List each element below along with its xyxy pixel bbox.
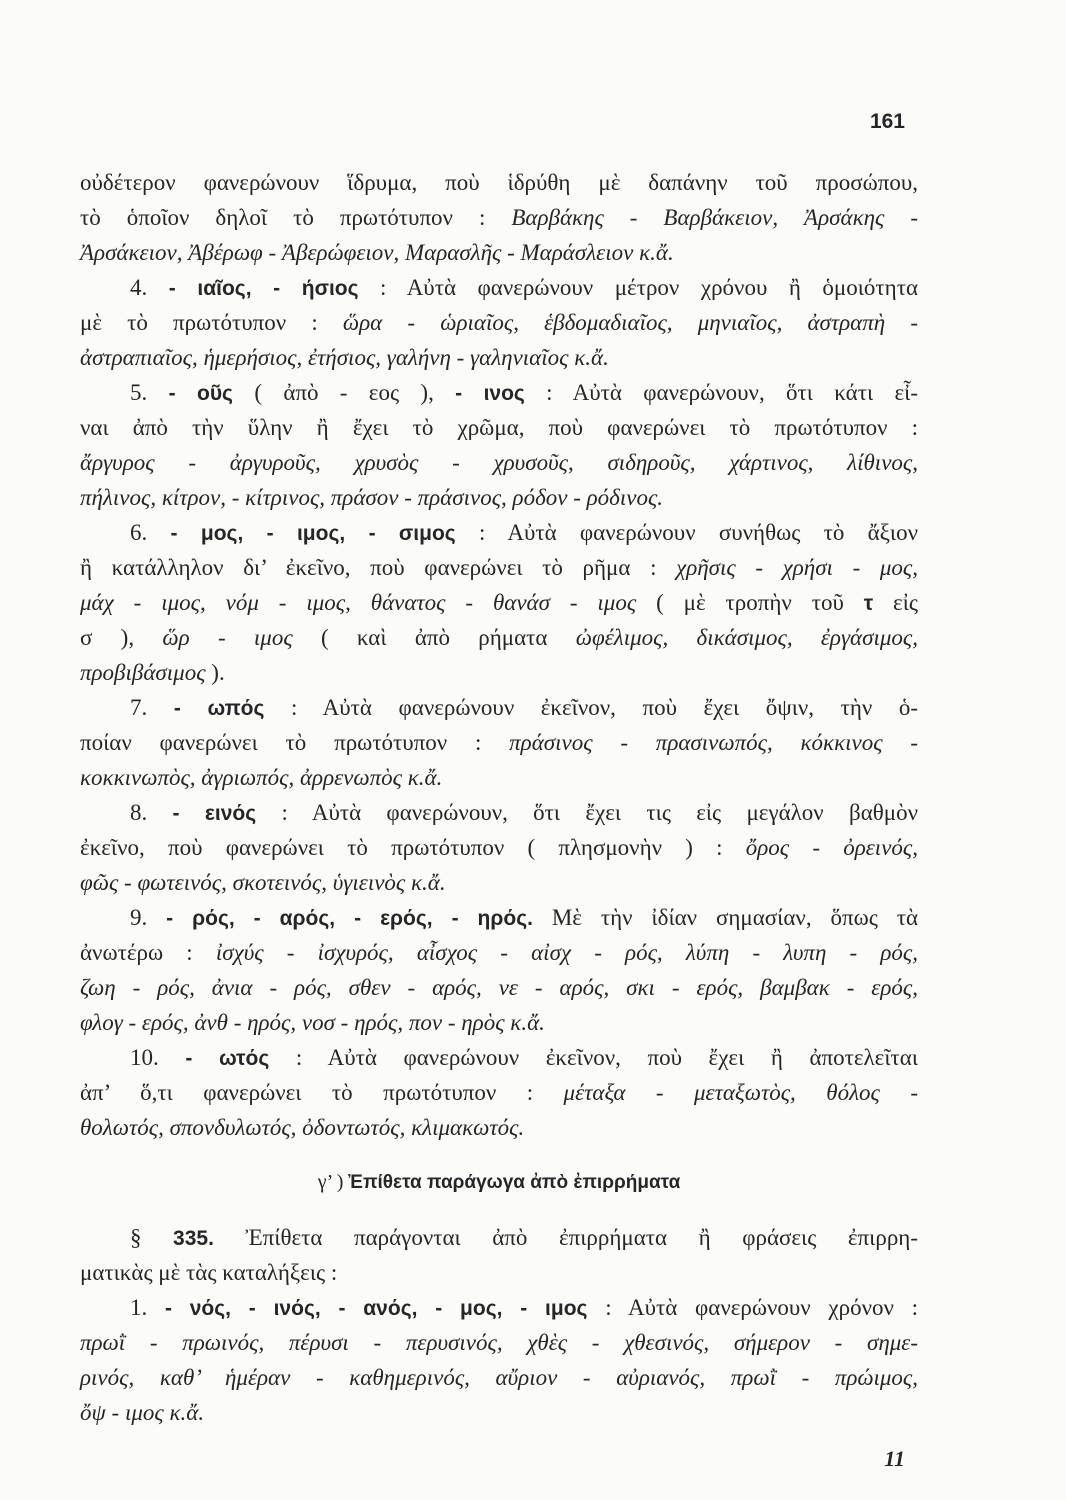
body-text: 1.	[130, 1295, 165, 1320]
body-text: Ἐπίθετα παράγονται ἀπὸ ἐπιρρήματα ἢ φράσεις ἐπιρρη-	[213, 1225, 918, 1250]
paragraph	[80, 1220, 918, 1290]
text-line	[80, 1040, 918, 1075]
body-text: : Αὐτὰ φανερώνουν χρόνον :	[587, 1295, 919, 1320]
body-text: οὐδέτερον φανερώνουν ἵδρυμα, ποὺ ἱδρύθη μὲ δαπάνην τοῦ προσώπου,	[80, 170, 918, 195]
suffix-ending: - μος, - ιμος, - σιμος	[170, 522, 456, 545]
example-words: κοκκινωπὸς, ἀγριωπός, ἀρρενωπὸς κ.ἄ.	[80, 765, 443, 790]
body-text: ( καὶ ἀπὸ ρήματα	[292, 625, 576, 650]
example-words: μάχ - ιμος, νόμ - ιμος, θάνατος - θανάσ - ιμος	[80, 590, 637, 615]
text-line	[80, 1395, 918, 1430]
text-line	[80, 1290, 918, 1325]
body-text: 5.	[130, 380, 169, 405]
example-words: ὄψ - ιμος κ.ἄ.	[80, 1400, 205, 1425]
suffix-ending: - ωτός	[185, 1047, 270, 1070]
text-line	[80, 550, 918, 585]
body-text: 10.	[130, 1045, 186, 1070]
paragraph	[80, 900, 918, 1040]
body-text: Μὲ τὴν ἰδίαν σημασίαν, ὅπως τὰ	[532, 905, 919, 930]
body-text: εἰς	[873, 590, 918, 615]
body-text: ἀνωτέρω :	[80, 940, 216, 965]
body-text: ἢ κατάλληλον δι’ ἐκεῖνο, ποὺ φανερώνει τὸ ρῆμα :	[80, 555, 677, 580]
paragraph	[80, 165, 918, 270]
example-words: πήλινος, κίτρον, - κίτρινος, πράσον - πράσινος, ρόδον - ρόδινος.	[80, 485, 664, 510]
body-text: ἀπ’ ὅ,τι φανερώνει τὸ πρωτότυπον :	[80, 1080, 564, 1105]
text-line	[80, 1005, 918, 1040]
example-words: ὠφέλιμος, δικάσιμος, ἐργάσιμος,	[575, 625, 918, 650]
example-words: ὥρ - ιμος	[162, 625, 293, 650]
text-line	[80, 970, 918, 1005]
text-line	[80, 375, 918, 410]
example-words: πρωῒ - πρωινός, πέρυσι - περυσινός, χθὲς - χθεσινός, σήμερον - σημε-	[80, 1330, 918, 1355]
body-text: ποίαν φανερώνει τὸ πρωτότυπον :	[80, 730, 510, 755]
paragraph	[80, 375, 918, 515]
text-line	[80, 165, 918, 200]
text-line	[80, 760, 918, 795]
suffix-ending: - ινος	[455, 382, 525, 405]
text-line	[80, 585, 918, 620]
example-words: ρινός, καθ’ ἡμέραν - καθημερινός, αὔριον - αὐριανός, πρωῒ - πρώιμος,	[80, 1365, 918, 1390]
body-text: : Αὐτὰ φανερώνουν συνήθως τὸ ἄξιον	[455, 520, 918, 545]
example-words: ἄργυρος - ἀργυροῦς, χρυσὸς - χρυσοῦς, σιδηροῦς, χάρτινος, λίθινος,	[80, 450, 918, 475]
suffix-ending: - ωπός	[173, 697, 265, 720]
text-line	[80, 235, 918, 270]
text-line	[80, 865, 918, 900]
paragraph	[80, 1040, 918, 1145]
text-line	[80, 1325, 918, 1360]
body-text: 6.	[130, 520, 171, 545]
example-words: μέταξα - μεταξωτὸς, θόλος -	[563, 1080, 918, 1105]
body-text: ματικὰς μὲ τὰς καταλήξεις :	[80, 1260, 338, 1285]
text-line	[80, 1220, 918, 1255]
example-words: ὥρα - ὡριαῖος, ἑβδομαδιαῖος, μηνιαῖος, ἀστραπὴ -	[342, 310, 918, 335]
text-line	[80, 1165, 918, 1200]
body-text: μὲ τὸ πρωτότυπον :	[80, 310, 343, 335]
text-line	[80, 410, 918, 445]
suffix-ending: - ιαῖος, - ήσιος	[168, 277, 359, 300]
example-words: χρῆσις - χρήσι - μος,	[676, 555, 918, 580]
text-line	[80, 1255, 918, 1290]
section-heading	[80, 1165, 918, 1200]
text-line	[80, 200, 918, 235]
body-text: γ’ )	[317, 1171, 349, 1193]
paragraph	[80, 270, 918, 375]
body-text: ἐκεῖνο, ποὺ φανερώνει τὸ πρωτότυπον ( πλησμονὴν ) :	[80, 835, 746, 860]
body-text: 4.	[130, 275, 169, 300]
text-line	[80, 620, 918, 655]
text-line	[80, 445, 918, 480]
example-words: Βαρβάκης - Βαρβάκειον, Ἀρσάκης -	[511, 205, 918, 230]
example-words: φῶς - φωτεινός, σκοτεινός, ὑγιεινὸς κ.ἄ.	[80, 870, 446, 895]
example-words: Ἀρσάκειον, Ἀβέρωφ - Ἀβερώφειον, Μαρασλῆς - Μαράσλειον κ.ἄ.	[80, 240, 674, 265]
suffix-ending: - ρός, - αρός, - ερός, - ηρός.	[166, 907, 533, 930]
body-text: : Αὐτὰ φανερώνουν, ὅτι κάτι εἶ-	[524, 380, 919, 405]
body-text: : Αὐτὰ φανερώνουν ἐκεῖνον, ποὺ ἔχει ὄψιν, τὴν ὁ-	[264, 695, 918, 720]
example-words: ἰσχύς - ἰσχυρός, αἶσχος - αἰσχ - ρός, λύπη - λυπη - ρός,	[215, 940, 918, 965]
suffix-ending: τ	[863, 592, 874, 615]
body-text: ( ἀπὸ - εος ),	[232, 380, 456, 405]
body-text: : Αὐτὰ φανερώνουν ἐκεῖνον, ποὺ ἔχει ἢ ἀποτελεῖται	[269, 1045, 919, 1070]
example-words: φλογ - ερός, ἀνθ - ηρός, νοσ - ηρός, πον - ηρὸς κ.ἄ.	[80, 1010, 545, 1035]
body-text: §	[130, 1225, 174, 1250]
text-line	[80, 795, 918, 830]
text-line	[80, 830, 918, 865]
example-words: πράσινος - πρασινωπός, κόκκινος -	[509, 730, 918, 755]
suffix-ending: 335.	[173, 1227, 214, 1250]
suffix-ending: - νός, - ινός, - ανός, - μος, - ιμος	[164, 1297, 588, 1320]
paragraph	[80, 690, 918, 795]
example-words: θολωτός, σπονδυλωτός, ὀδοντωτός, κλιμακωτός.	[80, 1115, 525, 1140]
text-line	[80, 480, 918, 515]
paragraph	[80, 795, 918, 900]
example-words: ζωη - ρός, ἀνια - ρός, σθεν - αρός, νε - αρός, σκι - ερός, βαμβακ - ερός,	[80, 975, 918, 1000]
text-line	[80, 340, 918, 375]
text-line	[80, 1075, 918, 1110]
signature-mark: 11	[884, 1446, 905, 1471]
text-line	[80, 690, 918, 725]
body-text: 7.	[130, 695, 174, 720]
example-words: προβιβάσιμος	[80, 660, 206, 685]
text-line	[80, 1110, 918, 1145]
body-text: 8.	[130, 800, 173, 825]
suffix-ending: - εινός	[172, 802, 257, 825]
text-line	[80, 270, 918, 305]
text-line	[80, 515, 918, 550]
text-line	[80, 655, 918, 690]
body-text: σ ),	[80, 625, 163, 650]
body-text: : Αὐτὰ φανερώνουν μέτρον χρόνου ἢ ὁμοιότητα	[358, 275, 918, 300]
page-body	[80, 165, 918, 1430]
body-text: ( μὲ τροπὴν τοῦ	[636, 590, 864, 615]
text-line	[80, 725, 918, 760]
suffix-ending: - οῦς	[168, 382, 233, 405]
text-line	[80, 1360, 918, 1395]
body-text: 9.	[130, 905, 167, 930]
body-text: τὸ ὁποῖον δηλοῖ τὸ πρωτότυπον :	[80, 205, 512, 230]
body-text: ναι ἀπὸ τὴν ὕλην ἢ ἔχει τὸ χρῶμα, ποὺ φανερώνει τὸ πρωτότυπον :	[80, 415, 918, 440]
text-line	[80, 305, 918, 340]
body-text: : Αὐτὰ φανερώνουν, ὅτι ἔχει τις εἰς μεγάλον βαθμὸν	[256, 800, 919, 825]
suffix-ending: Ἐπίθετα παράγωγα ἀπὸ ἐπιρρήματα	[348, 1172, 681, 1193]
text-line	[80, 935, 918, 970]
paragraph	[80, 1290, 918, 1430]
body-text: ).	[205, 660, 225, 685]
page-number: 161	[869, 110, 905, 133]
paragraph	[80, 515, 918, 690]
text-line	[80, 900, 918, 935]
example-words: ὄρος - ὀρεινός,	[745, 835, 918, 860]
example-words: ἀστραπιαῖος, ἡμερήσιος, ἐτήσιος, γαλήνη - γαληνιαῖος κ.ἄ.	[80, 345, 609, 370]
